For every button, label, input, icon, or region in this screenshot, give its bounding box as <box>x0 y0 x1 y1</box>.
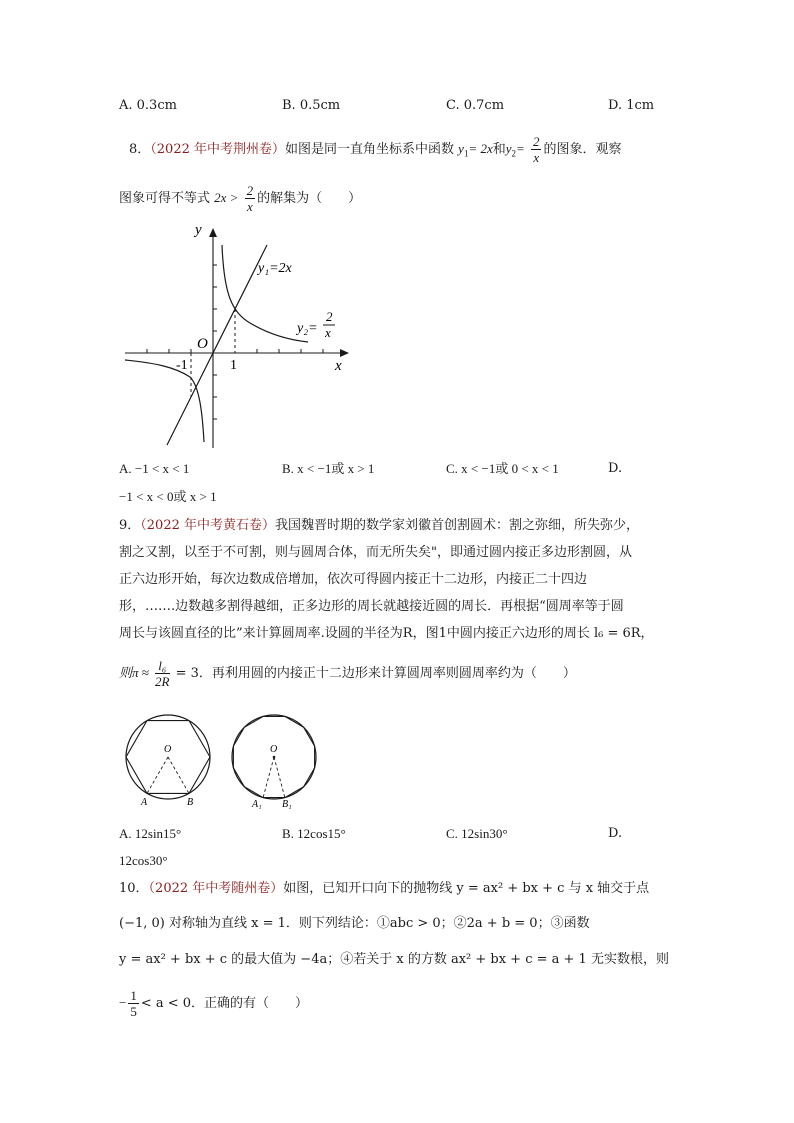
q9-pi-approx: 则π ≈ <box>119 665 149 680</box>
tick-label-1: 1 <box>230 358 237 373</box>
q8-y2-eq: = <box>516 141 525 156</box>
q8-and: 和 <box>492 142 506 157</box>
fig1-label-a: A <box>141 797 148 808</box>
fig2-label-b1: B₁ <box>282 799 292 810</box>
q9-source: （2022 年中考黄石卷） <box>140 518 275 533</box>
q10-text-1: 如图，已知开口向下的抛物线 y = ax² + bx + c 与 x 轴交于点 <box>283 881 650 896</box>
q8-y2: $y_2$ <box>505 141 517 159</box>
q8-line2-prefix: 图象可得不等式 <box>119 191 211 206</box>
q8-line1 <box>129 134 621 165</box>
q10-fraction: $\frac{1}{5}$ <box>130 988 137 1019</box>
tick-label-neg1: -1 <box>176 358 188 373</box>
axis-y-label: y <box>195 222 202 238</box>
q8-function-graph <box>120 220 360 450</box>
q8-text-after: 的图象．观察 <box>543 142 622 157</box>
q10-line3: y = ax² + bx + c 的最大值为 −4a；④若关于 x 的方数 ax² + bx + c = a + 1 无实数根，则 <box>119 952 669 967</box>
label-y2-den: x <box>325 325 331 340</box>
q10-line2: (−1, 0) 对称轴为直线 x = 1．则下列结论：①abc > 0；②2a + b = 0；③函数 <box>119 916 590 931</box>
fig1-label-o: O <box>164 744 172 755</box>
q9-number: 9． <box>119 518 141 533</box>
q9-text-6: = 3．再利用圆的内接正十二边形来计算圆周率则圆周率约为（ ） <box>175 666 576 681</box>
q8-option-c: C. x < −1或 0 < x < 1 <box>446 461 559 476</box>
q8-inequality-fraction: $\frac{2}{x}$ <box>246 183 254 214</box>
q9-line5: 周长与该圆直径的比”来计算圆周率.设圆的半径为R，图1中圆内接正六边形的周长 l₆ = 6R， <box>119 626 654 641</box>
q8-option-b: B. x < −1或 x > 1 <box>282 461 375 476</box>
q8-source: （2022 年中考荆州卷） <box>150 142 285 157</box>
q9-option-b: B. 12cos15° <box>282 826 346 841</box>
q10-source: （2022 年中考随州卷） <box>148 881 284 896</box>
q10-text-4: < a < 0．正确的有（ ） <box>140 996 309 1011</box>
q9-figure-hexagon <box>120 710 220 810</box>
q9-option-c: C. 12sin30° <box>446 826 508 841</box>
axis-x-label: x <box>335 358 342 374</box>
q9-line4: 形，…….边数越多割得越细，正多边形的周长就越接近圆的周长．再根据“圆周率等于圆 <box>119 599 624 614</box>
q8-option-d: D. <box>608 461 623 476</box>
fig1-label-b: B <box>187 797 194 808</box>
q8-inequality: 2x > <box>214 190 239 205</box>
q7-option-a: A. 0.3cm <box>119 98 177 113</box>
q8-option-d-content: −1 < x < 0或 x > 1 <box>119 489 217 504</box>
label-y1: y₁=2x <box>258 261 292 276</box>
q9-text-1: 我国魏晋时期的数学家刘徽首创割圆术：割之弥细，所失弥少， <box>275 518 640 533</box>
q9-line3: 正六边形开始，每次边数成倍增加，依次可得圆内接正十二边形，内接正二十四边 <box>119 572 588 587</box>
q9-option-d: D. <box>608 826 623 841</box>
q9-line1 <box>119 516 639 536</box>
q10-line1 <box>119 879 649 899</box>
y-axis-arrow <box>209 228 217 237</box>
q7-option-c: C. 0.7cm <box>446 98 505 113</box>
q8-line2 <box>119 183 361 214</box>
q8-number: 8． <box>129 142 151 157</box>
x-axis-arrow <box>340 349 349 357</box>
q10-line4 <box>119 988 308 1019</box>
q9-line6 <box>119 658 576 689</box>
q7-option-d: D. 1cm <box>608 98 655 113</box>
line-y1-2x <box>167 245 267 445</box>
label-y2-num: 2 <box>326 309 333 324</box>
q10-minus: − <box>119 995 127 1010</box>
hyperbola-branch-negative <box>125 360 204 442</box>
q8-line2-suffix: 的解集为（ ） <box>257 191 362 206</box>
fig2-label-a1: A₁ <box>252 799 262 810</box>
q7-option-b: B. 0.5cm <box>282 98 341 113</box>
q8-y1-expr: = 2x <box>468 141 493 156</box>
q8-y1: $y_1$ <box>458 141 469 159</box>
q9-figure-dodecagon <box>226 710 326 810</box>
q8-option-a: A. −1 < x < 1 <box>119 461 190 476</box>
q9-option-d-content: 12cos30° <box>119 853 168 868</box>
fig2-label-o: O <box>270 744 278 755</box>
q9-option-a: A. 12sin15° <box>119 826 182 841</box>
q10-number: 10． <box>119 881 149 896</box>
q9-pi-fraction: $\frac{\text{l₆}}{2R}$ <box>155 658 170 689</box>
q8-text-before: 如图是同一直角坐标系中函数 <box>285 142 455 157</box>
origin-label: O <box>197 336 208 352</box>
q9-line2: 割之又割，以至于不可割，则与圆周合体，而无所失矣"，即通过圆内接正多边形割圆，从 <box>119 545 632 560</box>
label-y2: y₂= <box>297 321 318 336</box>
q8-fraction: $\frac{2}{x}$ <box>532 134 540 165</box>
